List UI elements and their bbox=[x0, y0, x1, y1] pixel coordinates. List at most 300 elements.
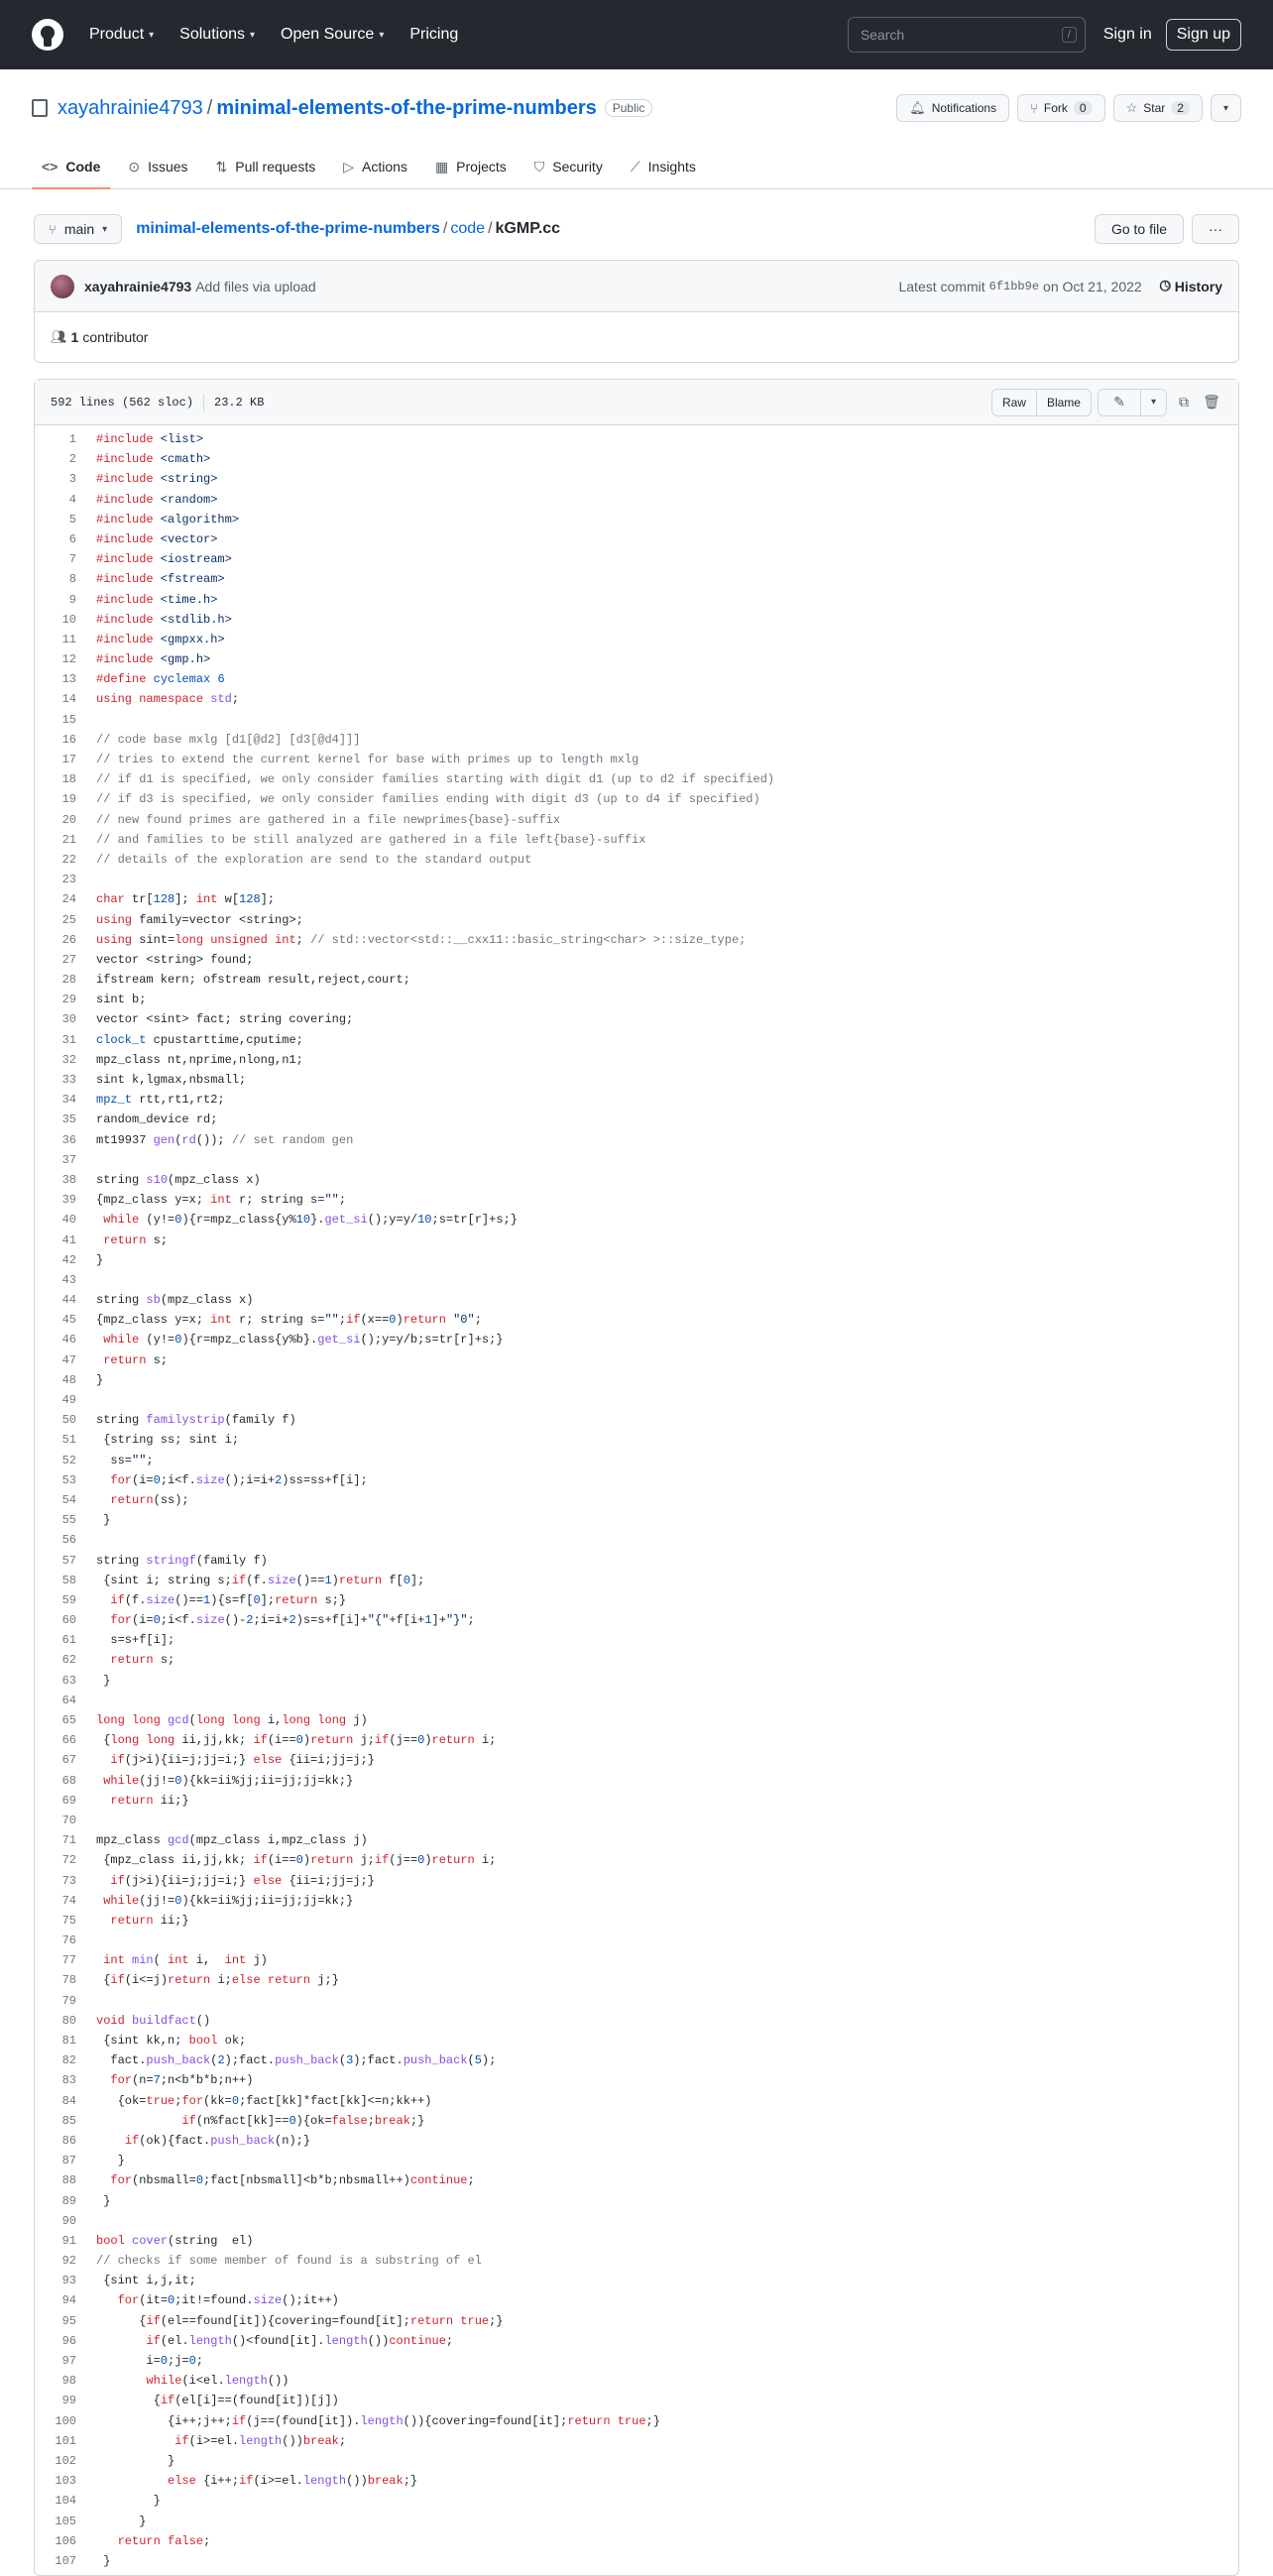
commit-box bbox=[34, 260, 1239, 363]
line-number[interactable]: 76 bbox=[61, 1933, 76, 1948]
avatar[interactable] bbox=[51, 275, 74, 298]
line-content: // details of the exploration are send to the standard output bbox=[96, 852, 532, 867]
line-number[interactable]: 3 bbox=[68, 472, 76, 487]
line-number[interactable]: 97 bbox=[61, 2354, 76, 2368]
file-line-count: 592 lines (562 sloc) bbox=[51, 395, 194, 410]
contributors-label[interactable]: contributor bbox=[82, 329, 149, 345]
breadcrumb-dir-link[interactable]: code bbox=[450, 220, 486, 237]
line-number[interactable]: 100 bbox=[55, 2413, 76, 2428]
line-content: random_device rd; bbox=[96, 1112, 218, 1127]
line-number[interactable]: 107 bbox=[55, 2553, 76, 2568]
code-line bbox=[35, 2411, 1238, 2431]
line-number[interactable]: 14 bbox=[61, 692, 76, 707]
line-content: {i++;j++;if(j==(found[it]).length()){covering=found[it];return true;} bbox=[96, 2413, 660, 2428]
line-content: #include <string> bbox=[96, 472, 218, 487]
line-number[interactable]: 18 bbox=[61, 772, 76, 787]
code-line bbox=[35, 2271, 1238, 2290]
line-content: mpz_t rtt,rt1,rt2; bbox=[96, 1093, 225, 1108]
edit-dropdown-button[interactable] bbox=[1141, 389, 1167, 416]
line-number[interactable]: 63 bbox=[61, 1673, 76, 1688]
line-number[interactable]: 28 bbox=[61, 973, 76, 988]
code-line bbox=[35, 610, 1238, 630]
fork-button[interactable] bbox=[1017, 94, 1105, 122]
line-content: return false; bbox=[117, 2533, 211, 2548]
code-line bbox=[35, 569, 1238, 589]
line-content: while(i<el.length()) bbox=[146, 2374, 289, 2389]
code-line bbox=[35, 669, 1238, 689]
go-to-file-button[interactable]: Go to file bbox=[1095, 214, 1184, 244]
line-number[interactable]: 69 bbox=[61, 1793, 76, 1808]
main-content bbox=[0, 214, 1273, 2576]
line-number[interactable]: 16 bbox=[61, 732, 76, 747]
code-line bbox=[35, 889, 1238, 909]
star-icon: ☆ bbox=[1125, 100, 1138, 115]
nav-solutions[interactable] bbox=[179, 26, 255, 44]
line-content: } bbox=[96, 1252, 104, 1267]
code-line bbox=[35, 590, 1238, 610]
code-line bbox=[35, 1370, 1238, 1390]
line-content: if(j>i){ii=j;jj=i;} else {ii=i;jj=j;} bbox=[110, 1753, 375, 1768]
line-number[interactable]: 27 bbox=[61, 952, 76, 967]
code-line bbox=[35, 1030, 1238, 1050]
chevron-down-icon: ▾ bbox=[379, 29, 385, 41]
line-number[interactable]: 43 bbox=[61, 1272, 76, 1287]
code-line bbox=[35, 2131, 1238, 2151]
line-number[interactable]: 83 bbox=[61, 2073, 76, 2088]
line-number[interactable]: 45 bbox=[61, 1313, 76, 1328]
line-number[interactable]: 59 bbox=[61, 1592, 76, 1607]
code-line bbox=[35, 2151, 1238, 2170]
copy-icon[interactable]: ⧉ bbox=[1179, 394, 1189, 410]
line-number[interactable]: 39 bbox=[61, 1193, 76, 1208]
line-number[interactable]: 1 bbox=[68, 432, 76, 446]
line-number[interactable]: 7 bbox=[68, 552, 76, 567]
line-number[interactable]: 23 bbox=[61, 873, 76, 887]
breadcrumb-separator: / bbox=[488, 220, 493, 237]
code-line bbox=[35, 1891, 1238, 1911]
line-content: // and families to be still analyzed are gathered in a file left{base}-suffix bbox=[96, 832, 646, 847]
code-line bbox=[35, 1710, 1238, 1730]
line-content: return ii;} bbox=[110, 1913, 189, 1928]
file-nav-actions bbox=[1095, 214, 1239, 244]
code-line bbox=[35, 2111, 1238, 2131]
header-right bbox=[848, 17, 1241, 53]
line-number[interactable]: 29 bbox=[61, 993, 76, 1007]
code-line bbox=[35, 990, 1238, 1009]
line-content: char tr[128]; int w[128]; bbox=[96, 892, 276, 907]
code-line bbox=[35, 429, 1238, 449]
nav-open-source[interactable] bbox=[281, 26, 384, 44]
line-content: {mpz_class y=x; int r; string s=""; bbox=[96, 1193, 347, 1208]
line-content: int min( int i, int j) bbox=[103, 1953, 268, 1968]
line-content: #include <gmp.h> bbox=[96, 652, 211, 667]
line-number[interactable]: 55 bbox=[61, 1513, 76, 1528]
commit-author-link[interactable]: xayahrainie4793 bbox=[84, 278, 192, 294]
line-number[interactable]: 22 bbox=[61, 852, 76, 867]
line-content: vector <string> found; bbox=[96, 952, 254, 967]
line-number[interactable]: 44 bbox=[61, 1293, 76, 1308]
line-number[interactable]: 101 bbox=[55, 2433, 76, 2448]
visibility-badge: Public bbox=[605, 99, 653, 117]
star-dropdown-button[interactable] bbox=[1211, 94, 1241, 122]
sign-up-button[interactable]: Sign up bbox=[1166, 19, 1241, 51]
line-number[interactable]: 64 bbox=[61, 1693, 76, 1707]
line-number[interactable]: 79 bbox=[61, 1993, 76, 2008]
fork-icon: ⑂ bbox=[1030, 100, 1038, 116]
line-content: void buildfact() bbox=[96, 2013, 211, 2028]
code-line bbox=[35, 910, 1238, 930]
line-content: {long long ii,jj,kk; if(i==0)return j;if(j==0)return i; bbox=[96, 1733, 497, 1748]
line-number[interactable]: 66 bbox=[61, 1733, 76, 1748]
line-number[interactable]: 61 bbox=[61, 1633, 76, 1648]
line-number[interactable]: 49 bbox=[61, 1393, 76, 1407]
blame-button[interactable]: Blame bbox=[1037, 389, 1092, 416]
line-number[interactable]: 26 bbox=[61, 932, 76, 947]
line-number[interactable]: 33 bbox=[61, 1073, 76, 1087]
code-line bbox=[35, 1090, 1238, 1110]
breadcrumb bbox=[136, 220, 560, 238]
code-line bbox=[35, 970, 1238, 990]
nav-pricing[interactable] bbox=[409, 26, 458, 44]
github-logo-icon[interactable] bbox=[32, 19, 63, 51]
line-number[interactable]: 85 bbox=[61, 2113, 76, 2128]
line-number[interactable]: 84 bbox=[61, 2093, 76, 2108]
branch-select-button[interactable] bbox=[34, 214, 122, 244]
line-number[interactable]: 4 bbox=[68, 492, 76, 507]
code-line bbox=[35, 1310, 1238, 1330]
line-number[interactable]: 32 bbox=[61, 1052, 76, 1067]
code-line bbox=[35, 1730, 1238, 1750]
line-number[interactable]: 95 bbox=[61, 2313, 76, 2328]
line-number[interactable]: 103 bbox=[55, 2474, 76, 2489]
line-number[interactable]: 65 bbox=[61, 1713, 76, 1727]
line-number[interactable]: 71 bbox=[61, 1833, 76, 1848]
line-number[interactable]: 53 bbox=[61, 1472, 76, 1487]
breadcrumb-file-name: kGMP.cc bbox=[495, 220, 561, 237]
line-number[interactable]: 58 bbox=[61, 1573, 76, 1587]
line-content: if(j>i){ii=j;jj=i;} else {ii=i;jj=j;} bbox=[110, 1873, 375, 1888]
code-line bbox=[35, 2551, 1238, 2571]
global-nav bbox=[89, 26, 458, 44]
line-number[interactable]: 11 bbox=[61, 632, 76, 646]
line-number[interactable]: 73 bbox=[61, 1873, 76, 1888]
tab-code[interactable] bbox=[32, 145, 110, 188]
line-content: #include <list> bbox=[96, 432, 204, 446]
issue-icon: ⊙ bbox=[128, 158, 141, 175]
bell-icon: 🔔︎ bbox=[909, 100, 926, 115]
line-content: // new found primes are gathered in a file newprimes{base}-suffix bbox=[96, 812, 561, 827]
line-number[interactable]: 54 bbox=[61, 1492, 76, 1507]
tab-insights[interactable] bbox=[621, 145, 706, 188]
code-line bbox=[35, 1871, 1238, 1891]
line-content: string s10(mpz_class x) bbox=[96, 1172, 261, 1187]
line-number[interactable]: 8 bbox=[68, 572, 76, 587]
code-listing bbox=[35, 425, 1238, 2575]
line-content: return s; bbox=[103, 1232, 169, 1247]
line-number[interactable]: 105 bbox=[55, 2514, 76, 2528]
nav-product[interactable] bbox=[89, 26, 154, 44]
code-line bbox=[35, 1390, 1238, 1410]
code-line bbox=[35, 2451, 1238, 2471]
file-viewer bbox=[34, 379, 1239, 2576]
line-content: {sint kk,n; bool ok; bbox=[96, 2034, 247, 2048]
line-number[interactable]: 60 bbox=[61, 1613, 76, 1628]
tab-projects[interactable] bbox=[425, 145, 517, 188]
history-label: History bbox=[1174, 278, 1222, 294]
code-line bbox=[35, 1230, 1238, 1250]
line-number[interactable]: 102 bbox=[55, 2453, 76, 2468]
line-content: // if d3 is specified, we only consider families ending with digit d3 (up to d4 if specified) bbox=[96, 792, 760, 807]
line-number[interactable]: 50 bbox=[61, 1413, 76, 1428]
file-header bbox=[35, 380, 1238, 425]
line-content: {ok=true;for(kk=0;fact[kk]*fact[kk]<=n;kk++) bbox=[96, 2093, 432, 2108]
line-content: return s; bbox=[110, 1653, 175, 1668]
top-header bbox=[0, 0, 1273, 69]
line-number[interactable]: 68 bbox=[61, 1773, 76, 1788]
line-number[interactable]: 12 bbox=[61, 652, 76, 667]
code-line bbox=[35, 1850, 1238, 1870]
code-line bbox=[35, 1009, 1238, 1029]
line-content: {sint i,j,it; bbox=[96, 2274, 196, 2288]
code-line bbox=[35, 1590, 1238, 1610]
line-number[interactable]: 17 bbox=[61, 753, 76, 766]
line-number[interactable]: 2 bbox=[68, 452, 76, 467]
contributors-count[interactable]: 1 bbox=[70, 329, 79, 345]
line-number[interactable]: 88 bbox=[61, 2173, 76, 2188]
line-content: if(ok){fact.push_back(n);} bbox=[124, 2133, 311, 2148]
code-line bbox=[35, 1350, 1238, 1370]
line-number[interactable]: 20 bbox=[61, 812, 76, 827]
line-number[interactable]: 80 bbox=[61, 2013, 76, 2028]
line-content: } bbox=[96, 1513, 111, 1528]
tab-pull-requests[interactable] bbox=[206, 145, 326, 188]
line-number[interactable]: 94 bbox=[61, 2293, 76, 2308]
code-line bbox=[35, 469, 1238, 489]
star-label: Star bbox=[1143, 101, 1166, 115]
line-number[interactable]: 87 bbox=[61, 2154, 76, 2168]
line-number[interactable]: 30 bbox=[61, 1012, 76, 1027]
line-number[interactable]: 36 bbox=[61, 1132, 76, 1147]
line-number[interactable]: 89 bbox=[61, 2193, 76, 2208]
line-number[interactable]: 25 bbox=[61, 912, 76, 927]
line-content: if(n%fact[kk]==0){ok=false;break;} bbox=[181, 2113, 425, 2128]
line-content: while(jj!=0){kk=ii%jj;ii=jj;jj=kk;} bbox=[103, 1773, 354, 1788]
commit-sha-link[interactable]: 6f1bb9e bbox=[988, 279, 1040, 293]
line-number[interactable]: 10 bbox=[61, 612, 76, 627]
tab-security[interactable] bbox=[524, 145, 613, 188]
chevron-down-icon: ▾ bbox=[250, 29, 256, 41]
line-content: string stringf(family f) bbox=[96, 1553, 268, 1568]
line-number[interactable]: 98 bbox=[61, 2374, 76, 2389]
repo-owner-link[interactable]: xayahrainie4793 bbox=[58, 96, 203, 119]
line-content: #include <time.h> bbox=[96, 592, 218, 607]
line-number[interactable]: 81 bbox=[61, 2034, 76, 2048]
chevron-down-icon: ▾ bbox=[102, 223, 108, 235]
line-number[interactable]: 9 bbox=[68, 592, 76, 607]
line-number[interactable]: 52 bbox=[61, 1453, 76, 1467]
line-number[interactable]: 92 bbox=[61, 2254, 76, 2269]
branch-name: main bbox=[63, 221, 95, 237]
line-number[interactable]: 19 bbox=[61, 792, 76, 807]
line-number[interactable]: 15 bbox=[61, 712, 76, 727]
code-line bbox=[35, 529, 1238, 549]
contributors-row bbox=[35, 312, 1238, 362]
code-line bbox=[35, 2091, 1238, 2111]
commit-message[interactable]: Add files via upload bbox=[195, 278, 316, 294]
line-content: {mpz_class ii,jj,kk; if(i==0)return j;if(j==0)return i; bbox=[96, 1853, 497, 1868]
history-link[interactable] bbox=[1160, 278, 1222, 294]
line-number[interactable]: 51 bbox=[61, 1433, 76, 1448]
line-number[interactable]: 74 bbox=[61, 1893, 76, 1908]
line-number[interactable]: 62 bbox=[61, 1653, 76, 1668]
line-number[interactable]: 104 bbox=[55, 2494, 76, 2509]
code-line bbox=[35, 1771, 1238, 1791]
play-icon: ▷ bbox=[343, 158, 355, 175]
code-line bbox=[35, 2531, 1238, 2551]
notifications-button[interactable] bbox=[896, 94, 1009, 122]
code-line bbox=[35, 1410, 1238, 1430]
line-number[interactable]: 93 bbox=[61, 2274, 76, 2288]
code-line bbox=[35, 2290, 1238, 2310]
line-number[interactable]: 46 bbox=[61, 1333, 76, 1347]
code-line bbox=[35, 950, 1238, 970]
line-number[interactable]: 41 bbox=[61, 1232, 76, 1247]
line-content: #define cyclemax 6 bbox=[96, 672, 225, 687]
line-content: mpz_class nt,nprime,nlong,n1; bbox=[96, 1052, 303, 1067]
line-number[interactable]: 34 bbox=[61, 1093, 76, 1108]
line-number[interactable]: 90 bbox=[61, 2213, 76, 2228]
line-content: #include <stdlib.h> bbox=[96, 612, 232, 627]
tab-pull-requests-label: Pull requests bbox=[235, 159, 316, 175]
tab-issues[interactable] bbox=[118, 145, 197, 188]
line-number[interactable]: 86 bbox=[61, 2133, 76, 2148]
line-number[interactable]: 67 bbox=[61, 1753, 76, 1768]
breadcrumb-repo-link[interactable]: minimal-elements-of-the-prime-numbers bbox=[136, 220, 440, 237]
search-input[interactable] bbox=[848, 17, 1086, 53]
code-line bbox=[35, 1070, 1238, 1090]
line-number[interactable]: 57 bbox=[61, 1553, 76, 1568]
line-content: string familystrip(family f) bbox=[96, 1413, 296, 1428]
line-number[interactable]: 35 bbox=[61, 1112, 76, 1127]
line-number[interactable]: 40 bbox=[61, 1213, 76, 1228]
shield-icon: ⛉ bbox=[533, 158, 545, 175]
pencil-icon: ✎ bbox=[1113, 394, 1125, 410]
star-button[interactable] bbox=[1113, 94, 1203, 122]
tab-code-label: Code bbox=[65, 159, 101, 175]
more-options-button[interactable]: ··· bbox=[1192, 214, 1239, 244]
raw-button[interactable]: Raw bbox=[991, 389, 1037, 416]
code-line bbox=[35, 1250, 1238, 1270]
line-number[interactable]: 82 bbox=[61, 2053, 76, 2068]
repo-separator: / bbox=[206, 96, 213, 119]
line-content: {mpz_class y=x; int r; string s="";if(x==0)return "0"; bbox=[96, 1313, 482, 1328]
repo-actions bbox=[896, 94, 1241, 122]
line-number[interactable]: 77 bbox=[61, 1953, 76, 1968]
graph-icon: ⟋ bbox=[630, 158, 640, 175]
line-content: i=0;j=0; bbox=[96, 2354, 204, 2368]
code-line bbox=[35, 769, 1238, 789]
line-content: #include <vector> bbox=[96, 531, 218, 546]
line-content: ss=""; bbox=[96, 1453, 154, 1467]
line-number[interactable]: 106 bbox=[55, 2533, 76, 2548]
line-number[interactable]: 38 bbox=[61, 1172, 76, 1187]
line-number[interactable]: 24 bbox=[61, 892, 76, 907]
line-number[interactable]: 99 bbox=[61, 2394, 76, 2408]
nav-product-label: Product bbox=[89, 26, 145, 43]
file-actions bbox=[991, 389, 1222, 416]
code-line bbox=[35, 930, 1238, 950]
line-number[interactable]: 21 bbox=[61, 832, 76, 847]
line-content: } bbox=[96, 2154, 125, 2168]
raw-blame-group bbox=[991, 389, 1092, 416]
code-line bbox=[35, 2231, 1238, 2251]
line-number[interactable]: 37 bbox=[61, 1152, 76, 1167]
code-line bbox=[35, 1150, 1238, 1170]
line-number[interactable]: 70 bbox=[61, 1813, 76, 1827]
line-content: ifstream kern; ofstream result,reject,court; bbox=[96, 973, 410, 988]
repo-name-link[interactable]: minimal-elements-of-the-prime-numbers bbox=[216, 96, 597, 119]
line-number[interactable]: 47 bbox=[61, 1352, 76, 1367]
line-content: if(el.length()<found[it].length())continue; bbox=[146, 2333, 454, 2348]
line-content: if(i>=el.length())break; bbox=[174, 2433, 347, 2448]
line-number[interactable]: 72 bbox=[61, 1853, 76, 1868]
code-line bbox=[35, 810, 1238, 830]
line-number[interactable]: 78 bbox=[61, 1973, 76, 1988]
trash-icon[interactable]: 🗑︎ bbox=[1203, 394, 1220, 410]
line-content: return(ss); bbox=[110, 1492, 189, 1507]
line-content: return ii;} bbox=[110, 1793, 189, 1808]
line-content: for(i=0;i<f.size()-2;i=i+2)s=s+f[i]+"{"+f[i+1]+"}"; bbox=[110, 1613, 475, 1628]
line-number[interactable]: 91 bbox=[61, 2233, 76, 2248]
line-content: clock_t cpustarttime,cputime; bbox=[96, 1032, 303, 1047]
star-count: 2 bbox=[1171, 101, 1190, 115]
line-number[interactable]: 42 bbox=[61, 1252, 76, 1267]
line-number[interactable]: 31 bbox=[61, 1032, 76, 1047]
code-line bbox=[35, 1470, 1238, 1490]
line-content: #include <cmath> bbox=[96, 452, 211, 467]
tab-insights-label: Insights bbox=[647, 159, 696, 175]
line-content: // code base mxlg [d1[@d2] [d3[@d4]]] bbox=[96, 732, 361, 747]
code-line bbox=[35, 1671, 1238, 1691]
line-content: #include <gmpxx.h> bbox=[96, 632, 225, 646]
line-number[interactable]: 6 bbox=[68, 531, 76, 546]
code-line bbox=[35, 2170, 1238, 2190]
code-line bbox=[35, 2431, 1238, 2451]
code-line bbox=[35, 2311, 1238, 2331]
line-number[interactable]: 13 bbox=[61, 672, 76, 687]
code-line bbox=[35, 2351, 1238, 2371]
edit-button[interactable] bbox=[1098, 389, 1141, 416]
code-line bbox=[35, 2070, 1238, 2090]
line-content: // tries to extend the current kernel for base with primes up to length mxlg bbox=[96, 753, 639, 766]
tab-actions[interactable] bbox=[333, 145, 417, 188]
line-content: for(i=0;i<f.size();i=i+2)ss=ss+f[i]; bbox=[110, 1472, 368, 1487]
code-line bbox=[35, 2391, 1238, 2410]
branch-icon: ⑂ bbox=[49, 221, 57, 237]
code-line bbox=[35, 1811, 1238, 1830]
code-line bbox=[35, 1630, 1238, 1650]
line-number[interactable]: 48 bbox=[61, 1372, 76, 1387]
line-number[interactable]: 96 bbox=[61, 2333, 76, 2348]
line-number[interactable]: 5 bbox=[68, 512, 76, 527]
code-line bbox=[35, 510, 1238, 529]
line-number[interactable]: 75 bbox=[61, 1913, 76, 1928]
line-number[interactable]: 56 bbox=[61, 1533, 76, 1548]
sign-in-link[interactable]: Sign in bbox=[1102, 26, 1152, 43]
tab-issues-label: Issues bbox=[148, 159, 188, 175]
code-line bbox=[35, 630, 1238, 649]
line-content: } bbox=[96, 2553, 111, 2568]
